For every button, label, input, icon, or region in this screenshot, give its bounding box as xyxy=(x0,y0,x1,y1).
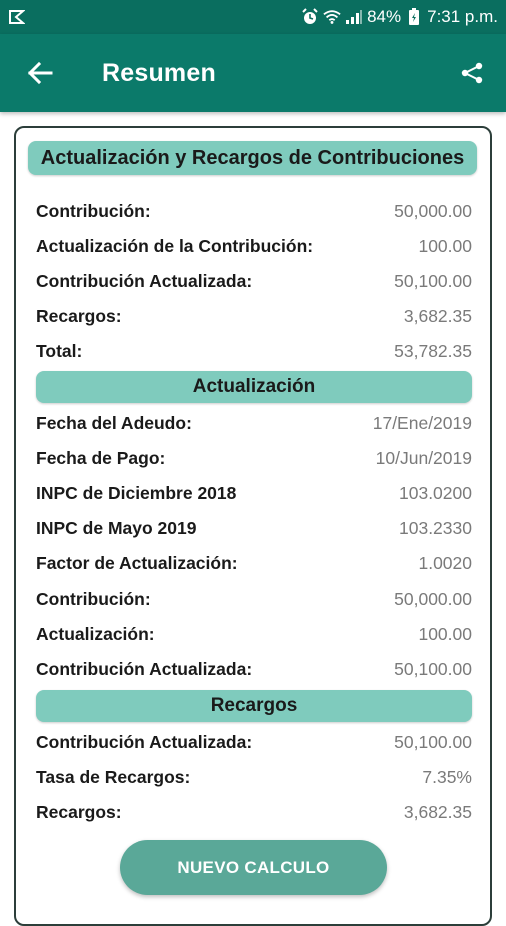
main-section-header: Actualización y Recargos de Contribuciones xyxy=(28,141,477,175)
notification-flag-icon xyxy=(8,8,26,26)
nuevo-calculo-button[interactable]: NUEVO CALCULO xyxy=(120,840,387,895)
row-value: 50,000.00 xyxy=(394,588,472,609)
row-label: Tasa de Recargos: xyxy=(36,766,191,787)
summary-row xyxy=(36,264,472,298)
row-value: 50,000.00 xyxy=(394,200,472,221)
signal-icon xyxy=(345,8,363,26)
row-value: 3,682.35 xyxy=(403,801,472,822)
alarm-icon xyxy=(301,8,319,26)
summary-row xyxy=(36,229,472,263)
actualizacion-row xyxy=(36,582,472,616)
battery-percentage: 84% xyxy=(367,7,402,26)
row-label: Contribución: xyxy=(36,588,151,609)
back-button[interactable] xyxy=(20,53,60,93)
page-title: Resumen xyxy=(102,58,216,87)
actualizacion-row xyxy=(36,476,472,510)
row-value: 103.0200 xyxy=(399,482,472,503)
recargos-section-header: Recargos xyxy=(36,690,472,722)
row-value: 50,100.00 xyxy=(394,270,472,291)
recargos-row xyxy=(36,725,472,759)
actualizacion-row xyxy=(36,511,472,545)
row-label: Contribución Actualizada: xyxy=(36,270,253,291)
battery-icon xyxy=(405,8,423,26)
row-value: 7.35% xyxy=(422,766,472,787)
summary-row xyxy=(36,194,472,228)
share-button[interactable] xyxy=(454,55,490,91)
row-label: Recargos: xyxy=(36,801,122,822)
status-time: 7:31 p.m. xyxy=(427,7,498,26)
app-bar xyxy=(0,34,506,112)
actualizacion-section-header: Actualización xyxy=(36,371,472,403)
row-label: Contribución Actualizada: xyxy=(36,658,253,679)
row-value: 100.00 xyxy=(418,235,472,256)
row-value: 3,682.35 xyxy=(403,305,472,326)
actualizacion-row xyxy=(36,441,472,475)
row-value: 50,100.00 xyxy=(394,731,472,752)
row-value: 50,100.00 xyxy=(394,658,472,679)
row-label: Recargos: xyxy=(36,305,122,326)
row-value: 53,782.35 xyxy=(394,340,472,361)
actualizacion-row xyxy=(36,546,472,580)
actualizacion-row xyxy=(36,617,472,651)
summary-row xyxy=(36,299,472,333)
row-label: INPC de Mayo 2019 xyxy=(36,517,197,538)
recargos-row xyxy=(36,760,472,794)
row-label: Actualización: xyxy=(36,623,155,644)
actualizacion-row xyxy=(36,406,472,440)
row-label: Total: xyxy=(36,340,83,361)
summary-row xyxy=(36,334,472,368)
row-label: INPC de Diciembre 2018 xyxy=(36,482,237,503)
row-label: Fecha de Pago: xyxy=(36,447,166,468)
status-bar xyxy=(0,0,506,34)
row-value: 17/Ene/2019 xyxy=(372,412,472,433)
row-value: 1.0020 xyxy=(418,552,472,573)
actualizacion-row xyxy=(36,652,472,686)
wifi-icon xyxy=(323,8,341,26)
row-label: Actualización de la Contribución: xyxy=(36,235,314,256)
row-label: Factor de Actualización: xyxy=(36,552,238,573)
row-label: Fecha del Adeudo: xyxy=(36,412,192,433)
arrow-left-icon xyxy=(27,61,53,85)
recargos-row xyxy=(36,795,472,829)
row-label: Contribución: xyxy=(36,200,151,221)
row-value: 103.2330 xyxy=(399,517,472,538)
share-icon xyxy=(460,61,484,85)
row-label: Contribución Actualizada: xyxy=(36,731,253,752)
row-value: 10/Jun/2019 xyxy=(375,447,472,468)
row-value: 100.00 xyxy=(418,623,472,644)
